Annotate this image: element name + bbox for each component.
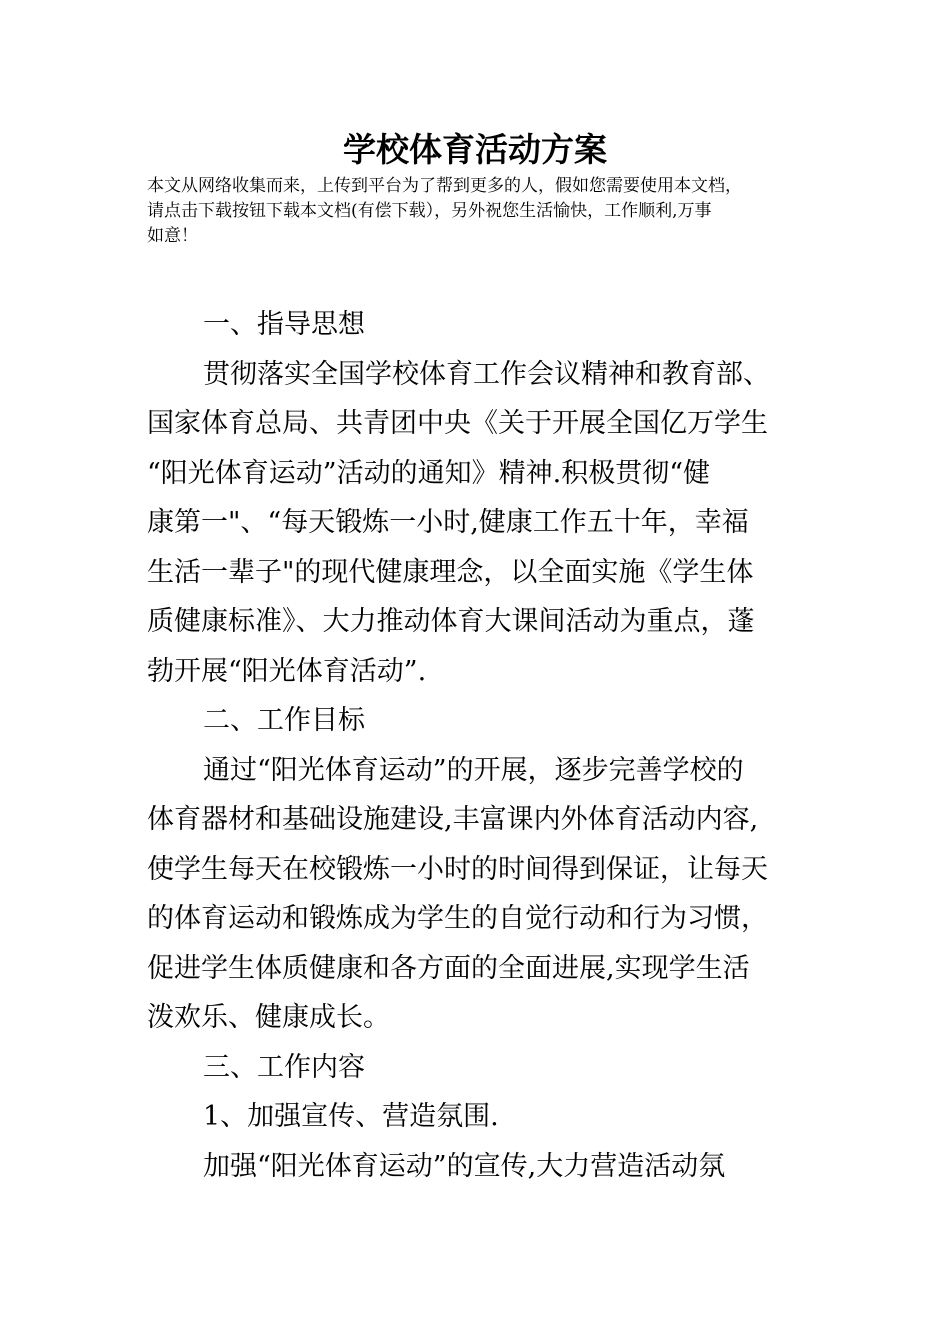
section-heading-guiding-ideology: 一、指导思想: [203, 309, 365, 340]
paragraph-line: 泼欢乐、健康成长。: [147, 1002, 390, 1033]
download-notice: [147, 174, 817, 249]
section-heading-work-content: 三、工作内容: [203, 1051, 365, 1083]
paragraph-line: 康第一"、“每天锻炼一小时,健康工作五十年，幸福: [147, 507, 749, 538]
paragraph-line: 勃开展“阳光体育活动”.: [147, 655, 427, 687]
notice-line: 如意！: [147, 226, 198, 246]
paragraph-line: 的体育运动和锻炼成为学生的自觉行动和行为习惯，: [147, 903, 768, 934]
document-body: [147, 300, 812, 1191]
paragraph-line: 国家体育总局、共青团中央《关于开展全国亿万学生: [147, 408, 768, 439]
paragraph-line: 使学生每天在校锻炼一小时的时间得到保证，让每天: [147, 853, 768, 885]
paragraph-line: 生活一辈子"的现代健康理念，以全面实施《学生体: [147, 556, 754, 588]
paragraph-line: 促进学生体质健康和各方面的全面进展,实现学生活: [147, 952, 750, 984]
subsection-heading: 1、加强宣传、营造氛围.: [203, 1101, 499, 1132]
notice-line: 请点击下载按钮下载本文档(有偿下载），另外祝您生活愉快，工作顺利,万事: [147, 201, 712, 221]
paragraph-line: 通过“阳光体育运动”的开展，逐步完善学校的: [203, 754, 744, 786]
paragraph-line: “阳光体育运动”活动的通知》精神.积极贯彻“健: [147, 457, 710, 489]
section-heading-work-goals: 二、工作目标: [203, 705, 365, 736]
paragraph-line: 质健康标准》、大力推动体育大课间活动为重点，蓬: [147, 606, 755, 637]
paragraph-line: 体育器材和基础设施建设,丰富课内外体育活动内容,: [147, 804, 759, 835]
notice-line: 本文从网络收集而来，上传到平台为了帮到更多的人，假如您需要使用本文档，: [147, 176, 742, 196]
paragraph-line: 加强“阳光体育运动”的宣传,大力营造活动氛: [203, 1150, 726, 1182]
paragraph-line: 贯彻落实全国学校体育工作会议精神和教育部、: [203, 358, 770, 390]
document-title: 学校体育活动方案: [343, 130, 607, 169]
